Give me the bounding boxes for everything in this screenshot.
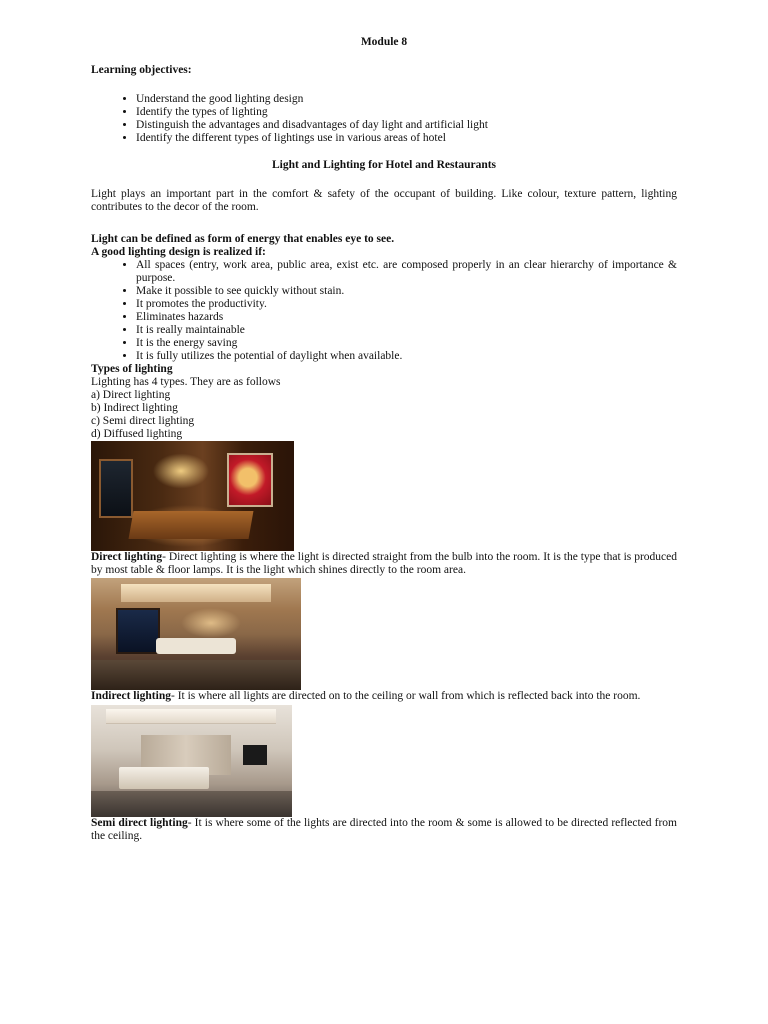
direct-lighting-text: - Direct lighting is where the light is directed straight from the bulb into the room. It is the type that is produced by most table & floor lamps. It is the light which shines directly to the room area. (91, 551, 677, 576)
list-item: • Eliminates hazards (136, 311, 677, 324)
types-intro: Lighting has 4 types. They are as follows (91, 376, 281, 388)
objectives-list (91, 93, 677, 145)
module-title: Module 8 (360, 36, 408, 48)
intro-paragraph: Light plays an important part in the comfort & safety of the occupant of building. Like colour, texture pattern, lighting contributes to the decor of the room. (91, 188, 677, 213)
definition: Light can be defined as form of energy that enables eye to see. (91, 233, 395, 245)
semi-direct-lighting-paragraph (91, 817, 677, 843)
indirect-lighting-photo (91, 578, 301, 690)
section-title: Light and Lighting for Hotel and Restaurants (271, 159, 497, 171)
direct-lighting-photo (91, 441, 294, 551)
list-item: • It is fully utilizes the potential of daylight when available. (136, 350, 677, 363)
list-item: • It promotes the productivity. (136, 298, 677, 311)
semi-direct-lighting-term: Semi direct lighting (91, 817, 188, 829)
good-design-heading: A good lighting design is realized if: (91, 246, 266, 258)
good-design-list (91, 259, 677, 363)
types-item-b: b) Indirect lighting (91, 402, 178, 414)
direct-lighting-paragraph (91, 551, 677, 577)
document-content (91, 36, 677, 843)
list-item: • Make it possible to see quickly without stain. (136, 285, 677, 298)
list-item: • All spaces (entry, work area, public area, exist etc. are composed properly in an clear hierarchy of importance & purpose. (136, 259, 677, 285)
list-item: • Distinguish the advantages and disadvantages of day light and artificial light (136, 119, 677, 132)
types-heading: Types of lighting (91, 363, 173, 375)
list-item: • Identify the different types of lightings use in various areas of hotel (136, 132, 677, 145)
types-item-c: c) Semi direct lighting (91, 415, 195, 427)
types-item-d: d) Diffused lighting (91, 428, 183, 440)
objectives-heading: Learning objectives: (91, 64, 192, 76)
direct-lighting-term: Direct lighting (91, 551, 163, 563)
indirect-lighting-term: Indirect lighting (91, 690, 171, 702)
list-item: • It is the energy saving (136, 337, 677, 350)
semi-direct-lighting-text: - It is where some of the lights are directed into the room & some is allowed to be directed reflected from the ceiling. (91, 817, 677, 842)
indirect-lighting-text: - It is where all lights are directed on to the ceiling or wall from which is reflected back into the room. (170, 690, 641, 702)
list-item: • Identify the types of lighting (136, 106, 677, 119)
indirect-lighting-paragraph (91, 690, 677, 703)
list-item: • Understand the good lighting design (136, 93, 677, 106)
types-item-a: a) Direct lighting (91, 389, 171, 401)
semi-direct-lighting-photo (91, 705, 292, 817)
list-item: • It is really maintainable (136, 324, 677, 337)
